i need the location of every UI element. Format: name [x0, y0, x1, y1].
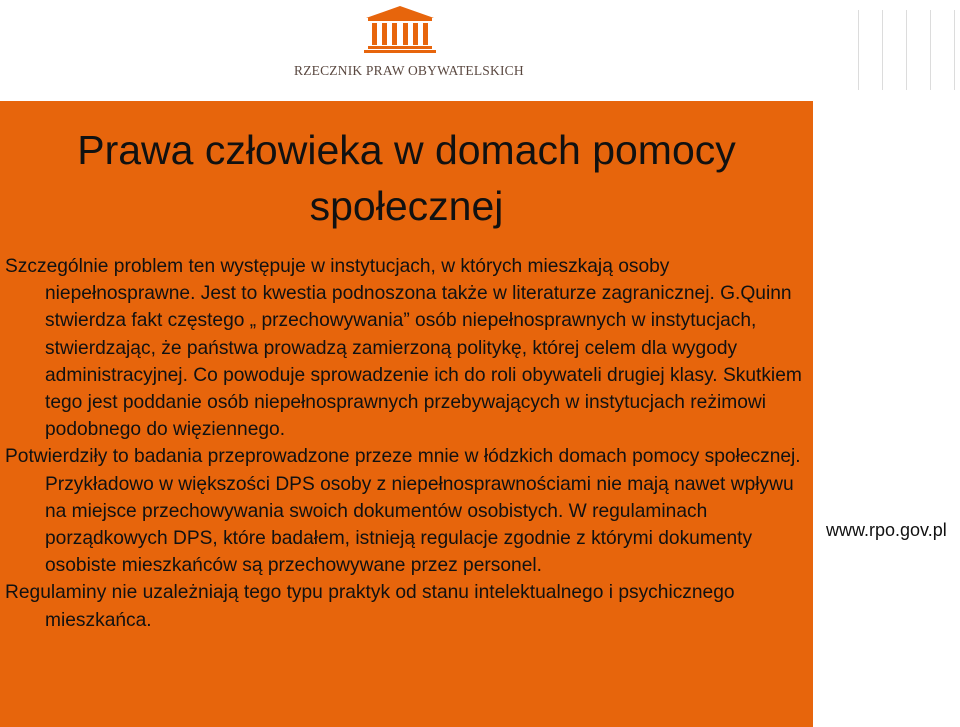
paragraph-1: Szczególnie problem ten występuje w instytucjach, w których mieszkają osoby niepełnosprawne. Jest to kwestia podnoszona także w literaturze zagranicznej. G.Quinn stwierdza fakt częstego „ przechowywania” osób niepełnosprawnych w instytucjach, stwierdzając, że państwa prowadzą zamierzoną politykę, której celem dla wygody administracyjnej. Co powoduje sprowadzenie ich do roli obywateli drugiej klasy. Skutkiem tego jest poddanie osób niepełnosprawnych przebywających w instytucjach reżimowi podobnego do więziennego. — [5, 256, 802, 441]
decorative-line — [882, 10, 883, 90]
decorative-line — [858, 10, 859, 90]
slide-body — [5, 253, 811, 634]
rpo-logo — [0, 0, 813, 100]
decorative-line — [930, 10, 931, 90]
paragraph-3: Regulaminy nie uzależniają tego typu praktyk od stanu intelektualnego i psychicznego mieszkańca. — [5, 582, 735, 631]
building-columns-icon — [364, 4, 436, 54]
decorative-line — [906, 10, 907, 90]
logo-text: RZECZNIK PRAW OBYWATELSKICH — [294, 63, 524, 78]
slide-title: Prawa człowieka w domach pomocy społecznej — [77, 127, 736, 229]
website-link[interactable]: www.rpo.gov.pl — [826, 520, 947, 540]
paragraph-2: Potwierdziły to badania przeprowadzone przeze mnie w łódzkich domach pomocy społecznej. Przykładowo w większości DPS osoby z niepełnosprawnościami nie mają nawet wpływu na miejsce przechowywania swoich dokumentów osobistych. W regulaminach porządkowych DPS, które badałem, istnieją regulacje zgodnie z którymi dokumenty osobiste mieszkańców są przechowywane przez personel. — [5, 446, 801, 577]
decorative-line — [954, 10, 955, 90]
